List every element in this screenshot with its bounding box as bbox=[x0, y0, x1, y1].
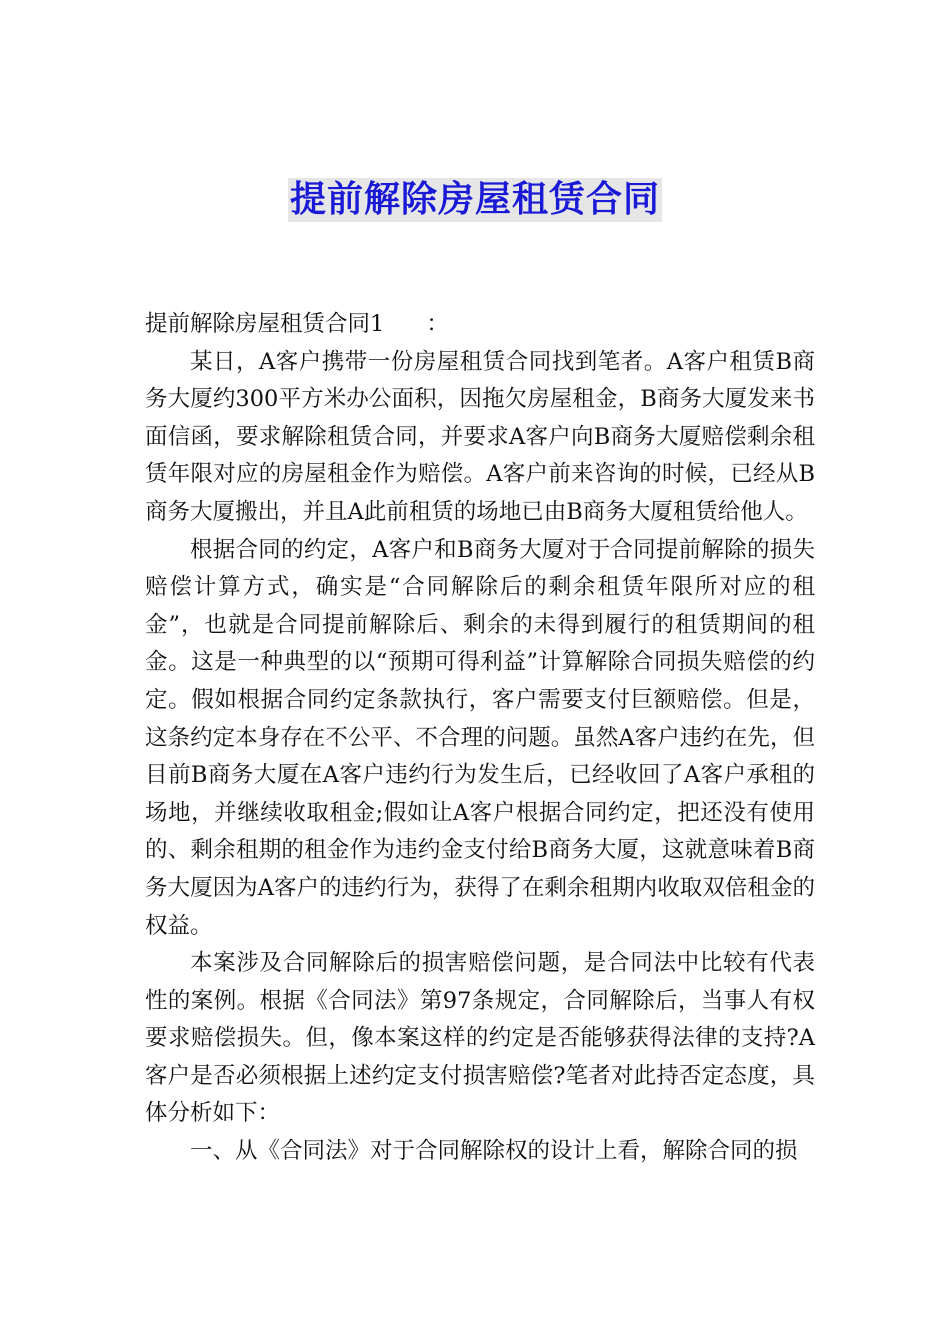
document-body bbox=[145, 306, 815, 1171]
paragraph-4: 一、从《合同法》对于合同解除权的设计上看，解除合同的损 bbox=[190, 1138, 798, 1165]
section-heading-colon: ： bbox=[426, 311, 449, 337]
section-heading-text: 提前解除房屋租赁合同1 bbox=[145, 311, 385, 337]
section-heading bbox=[145, 306, 815, 344]
paragraph-1: 某日，A客户携带一份房屋租赁合同找到笔者。A客户租赁B商务大厦约300平方米办公面积，因拖欠房屋租金，B商务大厦发来书面信函，要求解除租赁合同，并要求A客户向B商务大厦赔偿剩余租赁年限对应的房屋租金作为赔偿。A客户前来咨询的时候，已经从B商务大厦搬出，并且A此前租赁的场地已由B商务大厦租赁给他人。 bbox=[145, 348, 815, 525]
paragraph-2: 根据合同的约定，A客户和B商务大厦对于合同提前解除的损失赔偿计算方式，确实是“合同解除后的剩余租赁年限所对应的租金”，也就是合同提前解除后、剩余的未得到履行的租赁期间的租金。这是一种典型的以“预期可得利益”计算解除合同损失赔偿的约定。假如根据合同约定条款执行，客户需要支付巨额赔偿。但是，这条约定本身存在不公平、不合理的问题。虽然A客户违约在先，但目前B商务大厦在A客户违约行为发生后，已经收回了A客户承租的场地，并继续收取租金;假如让A客户根据合同约定，把还没有使用的、剩余租期的租金作为违约金支付给B商务大厦，这就意味着B商务大厦因为A客户的违约行为，获得了在剩余租期内收取双倍租金的权益。 bbox=[145, 536, 815, 939]
document-title: 提前解除房屋租赁合同 bbox=[289, 179, 660, 220]
title-container bbox=[0, 178, 950, 222]
paragraph-3: 本案涉及合同解除后的损害赔偿问题，是合同法中比较有代表性的案例。根据《合同法》第97条规定，合同解除后，当事人有权要求赔偿损失。但，像本案这样的约定是否能够获得法律的支持?A客户是否必须根据上述约定支付损害赔偿?笔者对此持否定态度，具体分析如下： bbox=[145, 950, 815, 1127]
